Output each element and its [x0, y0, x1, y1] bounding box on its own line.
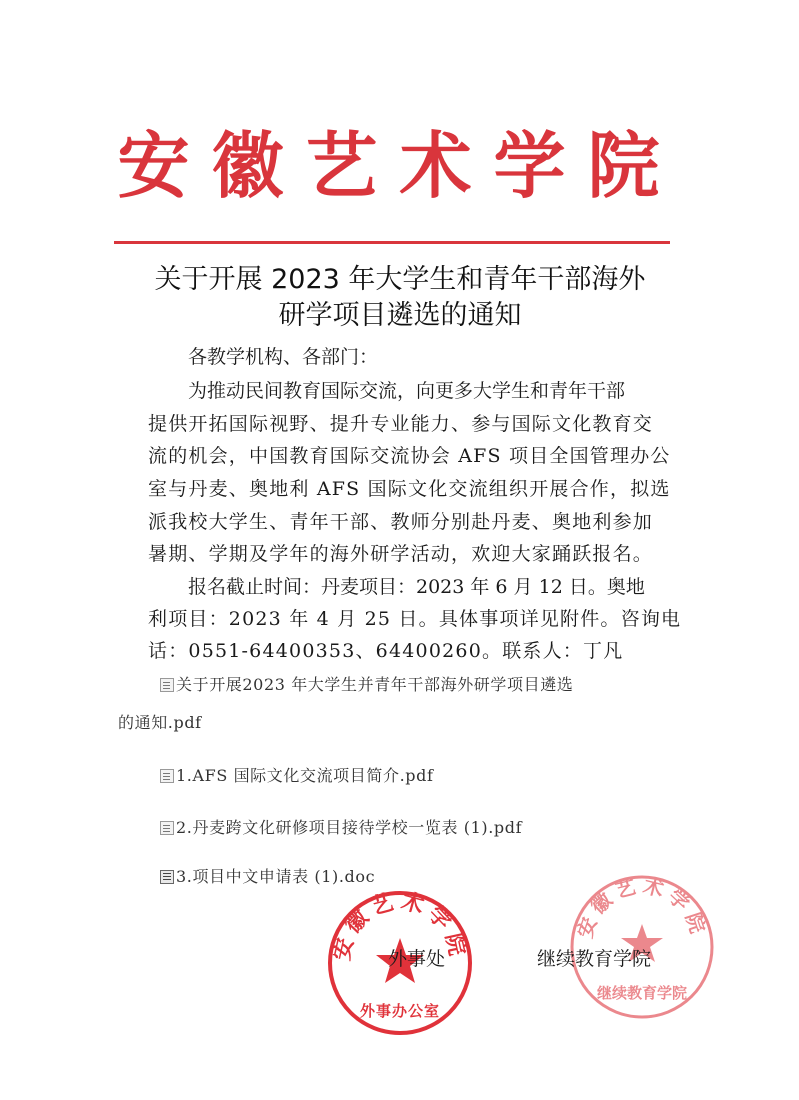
- seal-bottom-text: 继续教育学院: [596, 984, 688, 1002]
- doc-file-icon: [160, 870, 174, 884]
- salutation: 各教学机构、各部门：: [188, 346, 379, 368]
- paragraph1-line: 为推动民间教育国际交流，向更多大学生和青年干部: [188, 380, 626, 402]
- paragraph1-line: 流的机会，中国教育国际交流协会 AFS 项目全国管理办公: [148, 445, 671, 467]
- letterhead-title: 安徽艺术学院: [117, 123, 682, 208]
- attachment-2-label: 2.丹麦跨文化研修项目接待学校一览表 (1).pdf: [176, 818, 523, 837]
- paragraph2-line: 利项目：2023 年 4 月 25 日。具体事项详见附件。咨询电: [148, 608, 682, 630]
- pdf-file-icon: [160, 821, 174, 835]
- attachment-main-link[interactable]: [160, 674, 573, 696]
- seal-bottom-text: 外事办公室: [359, 1002, 441, 1020]
- notice-title-line2: 研学项目遴选的通知: [278, 300, 522, 331]
- seal-top-text: 安徽艺术学院: [328, 888, 472, 963]
- attachment-2-link[interactable]: [160, 817, 522, 839]
- paragraph1-line: 室与丹麦、奥地利 AFS 国际文化交流组织开展合作，拟选: [148, 478, 671, 500]
- signer-continuing-education: 继续教育学院: [537, 948, 652, 970]
- attachment-main-link-cont[interactable]: 的通知.pdf: [118, 713, 202, 732]
- pdf-file-icon: [160, 678, 174, 692]
- attachment-1-link[interactable]: [160, 765, 433, 787]
- notice-title-line1: 关于开展 2023 年大学生和青年干部海外: [154, 264, 646, 295]
- paragraph2-line: 报名截止时间：丹麦项目：2023 年 6 月 12 日。奥地: [188, 576, 645, 598]
- letterhead-rule: [114, 241, 670, 244]
- attachment-3-link[interactable]: [160, 866, 375, 888]
- attachment-main-label: 关于开展2023 年大学生并青年干部海外研学项目遴选: [176, 675, 574, 694]
- paragraph1-line: 派我校大学生、青年干部、教师分别赴丹麦、奥地利参加: [148, 511, 654, 533]
- attachment-3-label: 3.项目中文申请表 (1).doc: [176, 867, 376, 886]
- pdf-file-icon: [160, 769, 174, 783]
- attachment-1-label: 1.AFS 国际文化交流项目简介.pdf: [176, 766, 434, 785]
- paragraph1-line: 暑期、学期及学年的海外研学活动，欢迎大家踊跃报名。: [148, 543, 654, 565]
- paragraph1-line: 提供开拓国际视野、提升专业能力、参与国际文化教育交: [148, 413, 654, 435]
- paragraph2-line: 话：0551-64400353、64400260。联系人：丁凡: [148, 640, 624, 662]
- signer-foreign-affairs: 外事处: [388, 948, 446, 970]
- seal-top-text: 安徽艺术学院: [572, 873, 712, 941]
